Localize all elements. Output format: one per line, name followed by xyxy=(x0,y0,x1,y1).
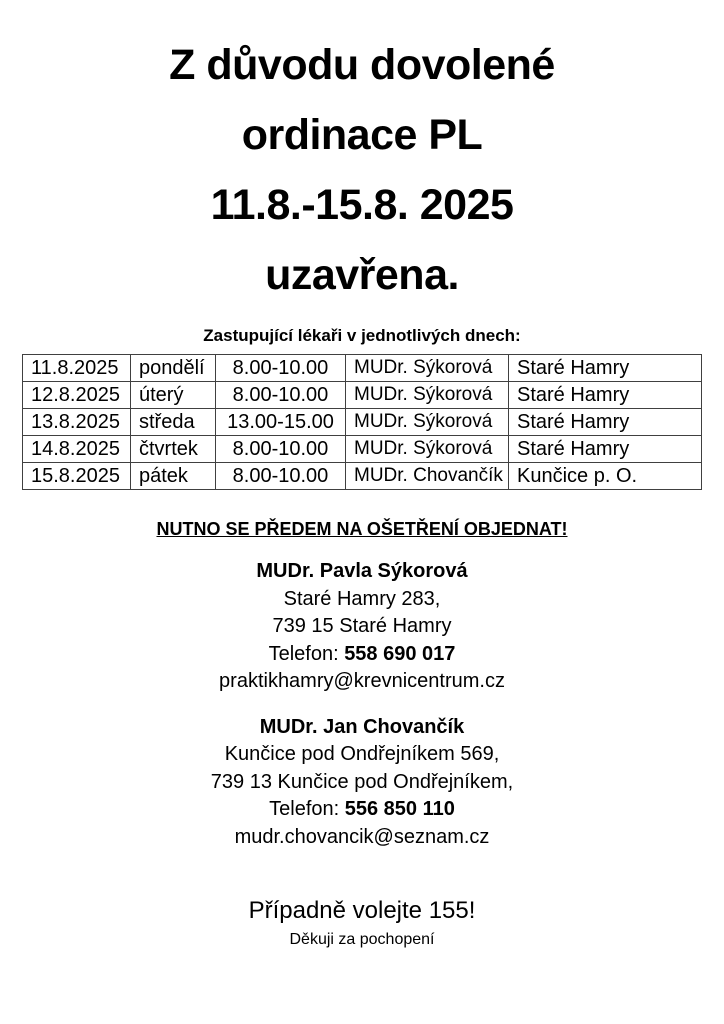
doctor-name: MUDr. Pavla Sýkorová xyxy=(256,560,468,582)
cell-doctor: MUDr. Sýkorová xyxy=(346,355,509,382)
address-line-2: 739 13 Kunčice pod Ondřejníkem, xyxy=(210,770,514,793)
emergency-call-line: Případně volejte 155! xyxy=(248,897,476,924)
cell-place: Staré Hamry xyxy=(509,409,702,436)
phone-number: 556 850 110 xyxy=(344,798,455,820)
cell-doctor: MUDr. Sýkorová xyxy=(346,409,509,436)
address-line-1: Kunčice pod Ondřejníkem 569, xyxy=(224,743,500,765)
table-row xyxy=(23,382,702,409)
phone-label: Telefon: xyxy=(269,798,345,820)
cell-day: čtvrtek xyxy=(131,436,216,463)
phone-label: Telefon: xyxy=(268,642,345,665)
cell-place: Staré Hamry xyxy=(509,436,702,463)
table-row xyxy=(23,463,702,490)
cell-time: 13.00-15.00 xyxy=(216,409,346,436)
table-row xyxy=(23,436,702,463)
cell-time: 8.00-10.00 xyxy=(216,382,346,409)
cell-day: pátek xyxy=(131,463,216,490)
cell-date: 12.8.2025 xyxy=(23,382,131,409)
appointment-notice: NUTNO SE PŘEDEM NA OŠETŘENÍ OBJEDNAT! xyxy=(156,519,568,539)
cell-time: 8.00-10.00 xyxy=(216,355,346,382)
phone-line xyxy=(0,796,724,824)
cell-day: pondělí xyxy=(131,355,216,382)
page-title xyxy=(0,0,724,310)
cell-doctor: MUDr. Sýkorová xyxy=(346,382,509,409)
email-address: praktikhamry@krevnicentrum.cz xyxy=(219,670,505,692)
cell-place: Staré Hamry xyxy=(509,355,702,382)
schedule-heading: Zastupující lékaři v jednotlivých dnech: xyxy=(203,326,521,345)
cell-place: Staré Hamry xyxy=(509,382,702,409)
cell-date: 14.8.2025 xyxy=(23,436,131,463)
phone-number: 558 690 017 xyxy=(344,642,456,665)
cell-place: Kunčice p. O. xyxy=(509,463,702,490)
thanks-line: Děkuji za pochopení xyxy=(289,931,435,948)
table-row xyxy=(23,355,702,382)
address-line-1: Staré Hamry 283, xyxy=(283,587,441,610)
cell-doctor: MUDr. Chovančík xyxy=(346,463,509,490)
cell-time: 8.00-10.00 xyxy=(216,463,346,490)
cell-date: 11.8.2025 xyxy=(23,355,131,382)
cell-doctor: MUDr. Sýkorová xyxy=(346,436,509,463)
cell-day: středa xyxy=(131,409,216,436)
doctor-name: MUDr. Jan Chovančík xyxy=(259,715,465,738)
schedule-table xyxy=(22,354,702,490)
contact-block-chovancik xyxy=(0,714,724,852)
cell-day: úterý xyxy=(131,382,216,409)
cell-time: 8.00-10.00 xyxy=(216,436,346,463)
address-line-2: 739 15 Staré Hamry xyxy=(272,615,452,637)
table-row xyxy=(23,409,702,436)
cell-date: 13.8.2025 xyxy=(23,409,131,436)
cell-date: 15.8.2025 xyxy=(23,463,131,490)
title-line-3: 11.8.-15.8. 2025 xyxy=(210,181,514,229)
contact-block-sykorova xyxy=(0,558,724,696)
title-line-2: ordinace PL xyxy=(241,111,483,159)
title-line-4: uzavřena. xyxy=(265,251,459,299)
title-line-1: Z důvodu dovolené xyxy=(169,41,555,89)
email-address: mudr.chovancik@seznam.cz xyxy=(234,825,490,848)
phone-line xyxy=(0,641,724,669)
